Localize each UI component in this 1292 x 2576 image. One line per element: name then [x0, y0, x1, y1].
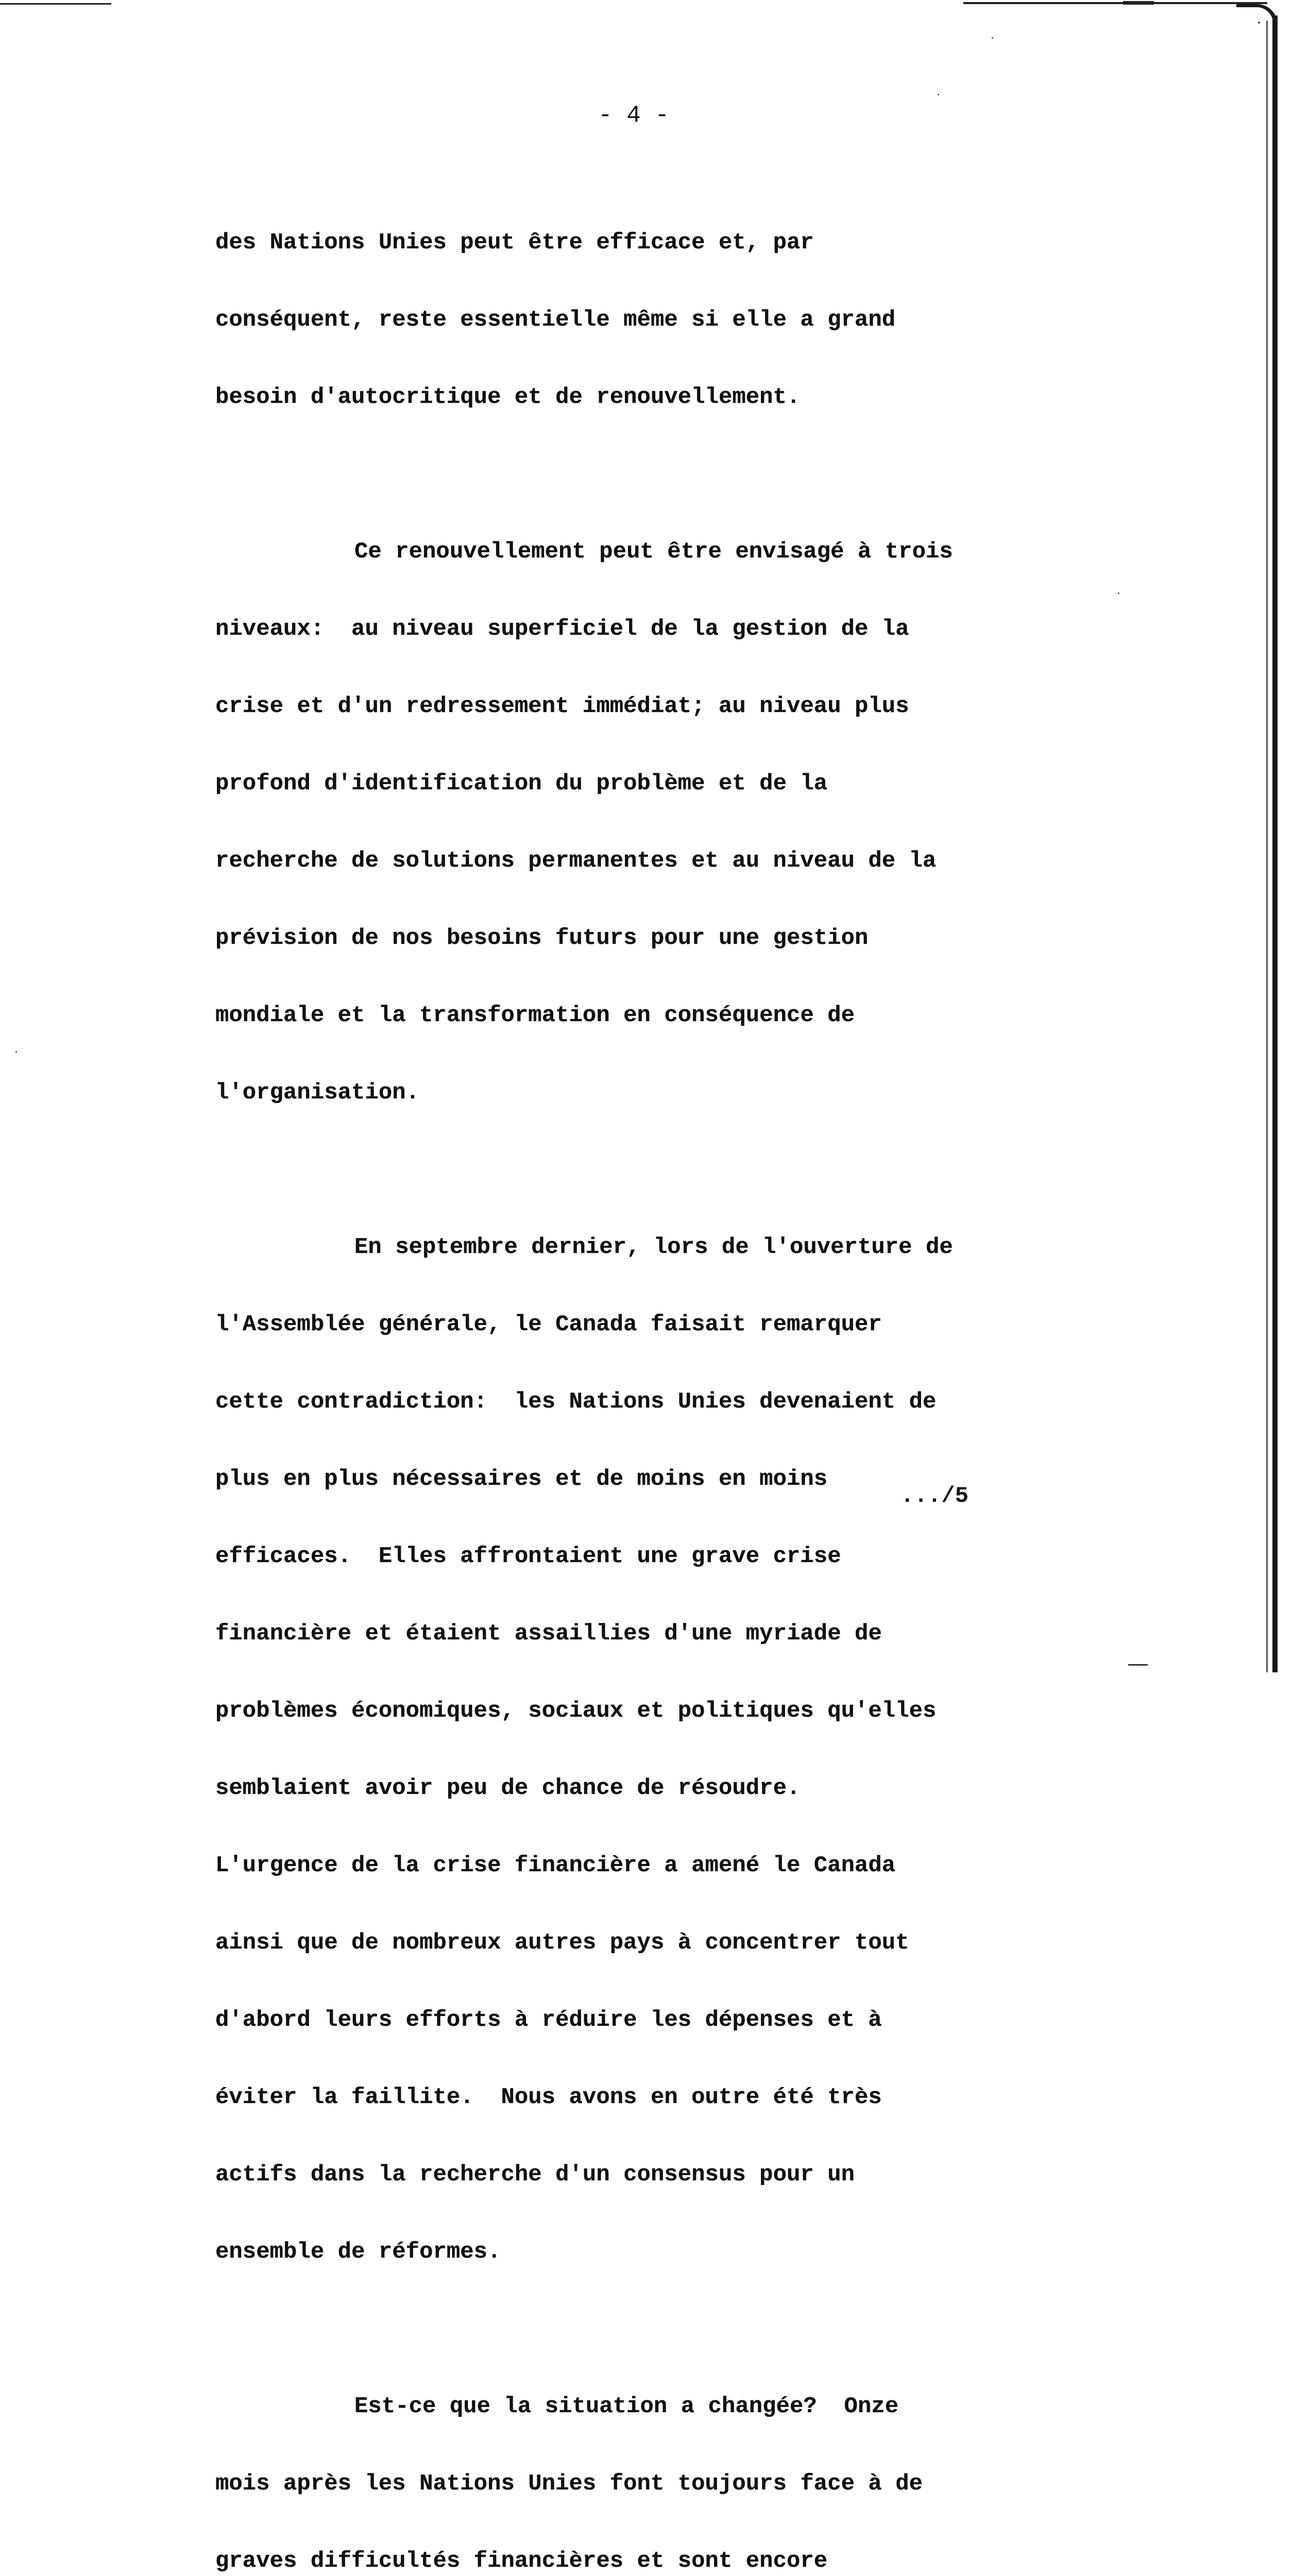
- page-number: - 4 -: [598, 102, 670, 129]
- text-line: efficaces. Elles affrontaient une grave crise: [215, 1544, 841, 1569]
- body-text: [215, 178, 1050, 2576]
- text-line: Ce renouvellement peut être envisagé à trois: [354, 539, 953, 565]
- scan-speck: [992, 37, 993, 39]
- binding-edge-inner: [1266, 21, 1268, 1672]
- binding-edge: [1272, 15, 1278, 1672]
- continuation-marker: .../5: [900, 1483, 969, 1509]
- text-line: mondiale et la transformation en conséquence de: [215, 1003, 855, 1028]
- text-line: actifs dans la recherche d'un consensus pour un: [215, 2162, 855, 2188]
- text-line: L'urgence de la crise financière a amené le Canada: [215, 1853, 896, 1878]
- text-line: d'abord leurs efforts à réduire les dépenses et à: [215, 2007, 882, 2033]
- scan-speck: [938, 94, 939, 95]
- text-line: recherche de solutions permanentes et au niveau de la: [215, 848, 937, 874]
- text-line: crise et d'un redressement immédiat; au niveau plus: [215, 693, 909, 719]
- text-line: besoin d'autocritique et de renouvellement.: [215, 384, 801, 410]
- text-line: prévision de nos besoins futurs pour une gestion: [215, 925, 869, 951]
- scan-edge-line-left: [0, 3, 111, 5]
- text-line: mois après les Nations Unies font toujours face à de: [215, 2471, 923, 2497]
- text-line: ensemble de réformes.: [215, 2239, 501, 2265]
- text-line: financière et étaient assaillies d'une myriade de: [215, 1621, 882, 1647]
- text-line: éviter la faillite. Nous avons en outre été très: [215, 2084, 882, 2110]
- text-line: des Nations Unies peut être efficace et, par: [215, 230, 814, 256]
- text-line: l'organisation.: [215, 1080, 420, 1106]
- paragraph-3: [215, 1183, 1050, 2316]
- scan-bottom-mark: [1128, 1664, 1148, 1666]
- paragraph-2: [215, 487, 1050, 1157]
- text-line: ainsi que de nombreux autres pays à concentrer tout: [215, 1930, 909, 1956]
- text-line: conséquent, reste essentielle même si elle a grand: [215, 307, 896, 333]
- scan-edge-mark: [1123, 1, 1154, 5]
- scan-speck: [1258, 22, 1260, 24]
- text-line: niveaux: au niveau superficiel de la gestion de la: [215, 616, 909, 642]
- text-line: plus en plus nécessaires et de moins en moins: [215, 1466, 828, 1492]
- text-line: graves difficultés financières et sont encore: [215, 2548, 828, 2574]
- text-line: l'Assemblée générale, le Canada faisait remarquer: [215, 1312, 882, 1337]
- text-line: Est-ce que la situation a changée? Onze: [354, 2394, 899, 2419]
- scan-speck: [1118, 592, 1119, 594]
- text-line: cette contradiction: les Nations Unies devenaient de: [215, 1389, 937, 1415]
- paragraph-1: [215, 178, 1050, 462]
- text-line: semblaient avoir peu de chance de résoudre.: [215, 1775, 801, 1801]
- text-line: profond d'identification du problème et de la: [215, 771, 828, 796]
- paragraph-4: [215, 2342, 1050, 2576]
- scan-edge-line-right: [963, 2, 1267, 4]
- text-line: En septembre dernier, lors de l'ouverture de: [354, 1234, 953, 1260]
- text-line: problèmes économiques, sociaux et politiques qu'elles: [215, 1698, 937, 1724]
- binding-edge-curve: [1236, 4, 1278, 25]
- scan-speck: [15, 1051, 17, 1053]
